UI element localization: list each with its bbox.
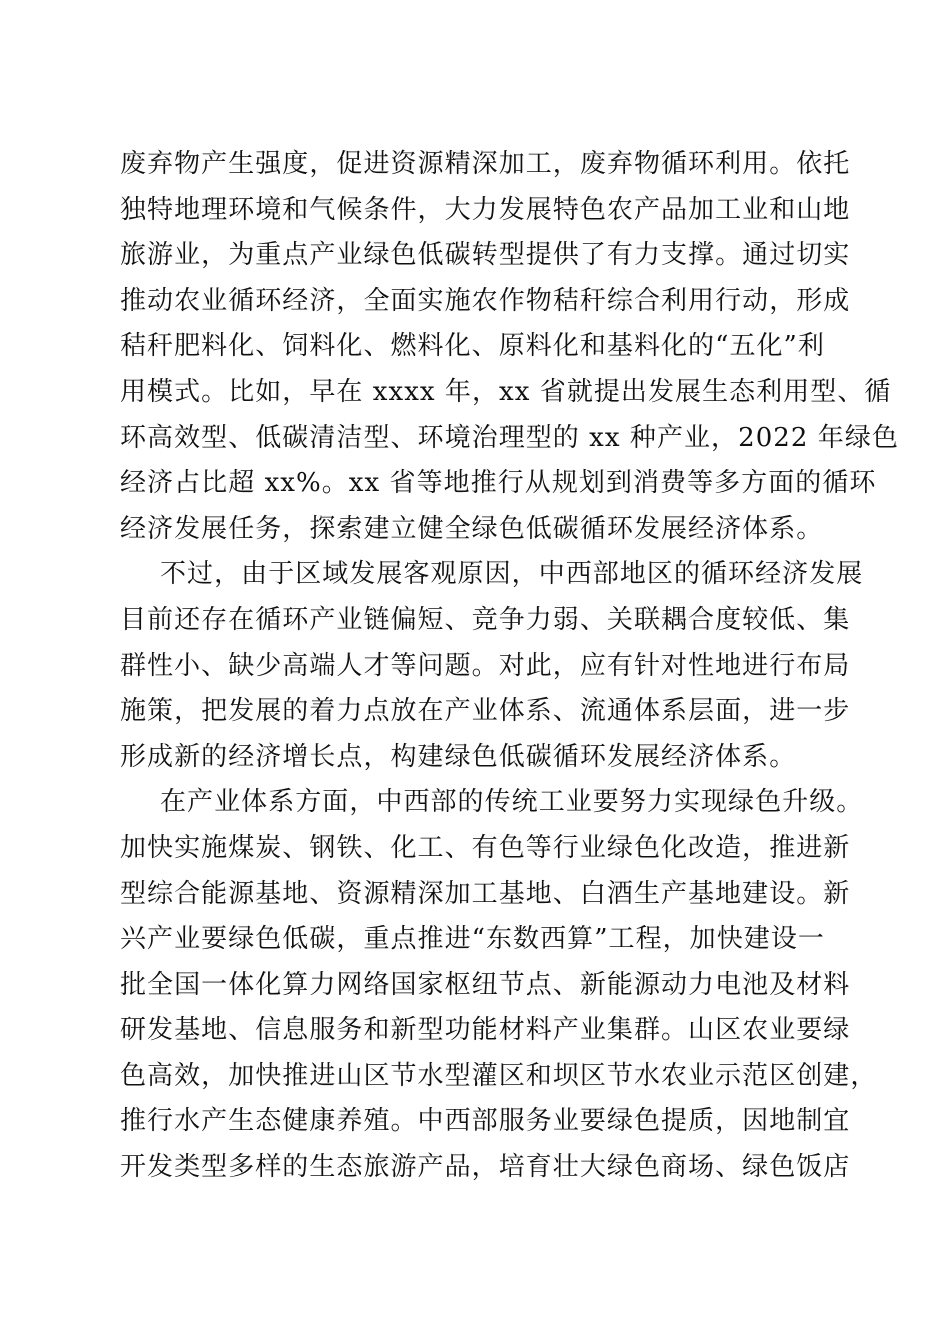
text-line: 研发基地、信息服务和新型功能材料产业集群。山区农业要绿 — [120, 1015, 851, 1046]
paragraph-start-line: 在产业体系方面，中西部的传统工业要努力实现绿色升级。 — [160, 787, 864, 818]
text-line: 兴产业要绿色低碳，重点推进“东数西算”工程，加快建设一 — [120, 924, 825, 955]
text-line: 目前还存在循环产业链偏短、竞争力弱、关联耦合度较低、集 — [120, 604, 851, 635]
text-line: 批全国一体化算力网络国家枢纽节点、新能源动力电池及材料 — [120, 969, 851, 1000]
text-line: 用模式。比如，早在 xxxx 年，xx 省就提出发展生态利用型、循 — [120, 376, 892, 407]
text-line: 加快实施煤炭、钢铁、化工、有色等行业绿色化改造，推进新 — [120, 832, 851, 863]
text-line: 色高效，加快推进山区节水型灌区和坝区节水农业示范区创建， — [120, 1060, 878, 1091]
text-line: 型综合能源基地、资源精深加工基地、白酒生产基地建设。新 — [120, 878, 851, 909]
text-line: 经济占比超 xx%。xx 省等地推行从规划到消费等多方面的循环 — [120, 468, 877, 499]
text-line: 独特地理环境和气候条件，大力发展特色农产品加工业和山地 — [120, 194, 851, 225]
text-line: 旅游业，为重点产业绿色低碳转型提供了有力支撑。通过切实 — [120, 240, 851, 271]
text-line: 形成新的经济增长点，构建绿色低碳循环发展经济体系。 — [120, 741, 797, 772]
text-line: 推动农业循环经济，全面实施农作物秸秆综合利用行动，形成 — [120, 285, 851, 316]
text-line: 施策，把发展的着力点放在产业体系、流通体系层面，进一步 — [120, 696, 851, 727]
text-line: 废弃物产生强度，促进资源精深加工，废弃物循环利用。依托 — [120, 149, 851, 179]
body-text — [120, 142, 899, 1191]
text-line: 群性小、缺少高端人才等问题。对此，应有针对性地进行布局 — [120, 650, 851, 681]
text-line: 环高效型、低碳清洁型、环境治理型的 xx 种产业，2022 年绿色 — [120, 422, 899, 453]
text-line: 推行水产生态健康养殖。中西部服务业要绿色提质，因地制宜 — [120, 1106, 851, 1137]
text-line: 经济发展任务，探索建立健全绿色低碳循环发展经济体系。 — [120, 513, 824, 544]
text-line: 开发类型多样的生态旅游产品，培育壮大绿色商场、绿色饭店 — [120, 1152, 851, 1183]
text-line: 秸秆肥料化、饲料化、燃料化、原料化和基料化的“五化”利 — [120, 331, 825, 362]
paragraph-start-line: 不过，由于区域发展客观原因，中西部地区的循环经济发展 — [160, 559, 864, 590]
